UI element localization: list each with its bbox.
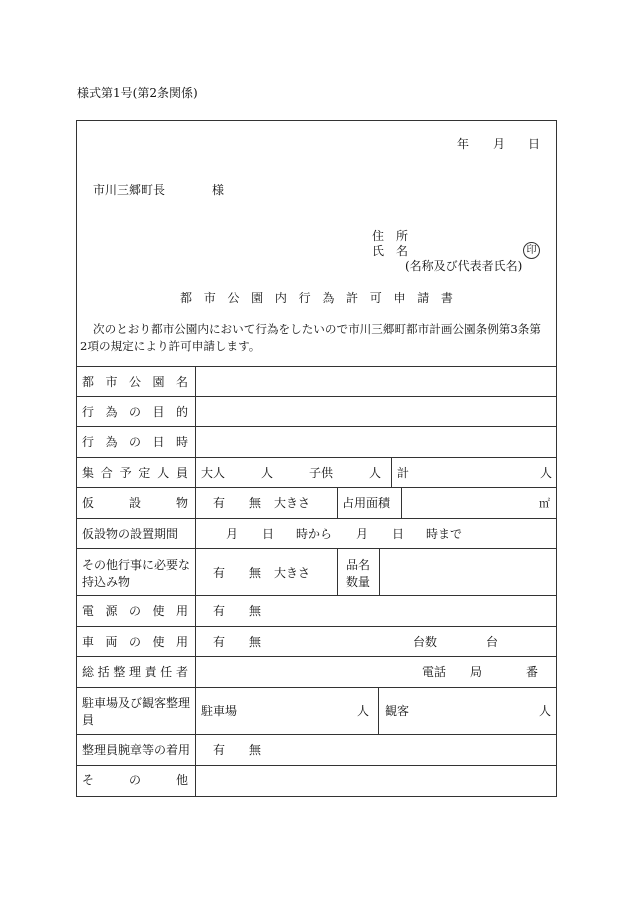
seal-icon: 印: [523, 242, 540, 259]
label-char: 他: [175, 773, 188, 787]
items-yes: 有: [213, 566, 226, 580]
title-char: 行: [298, 291, 311, 305]
row-label-datetime: [82, 435, 188, 449]
vehicle-count-label: 台数: [413, 635, 438, 649]
label-char: 括: [97, 665, 110, 679]
label-char: の: [128, 604, 141, 618]
title-char: 公: [227, 291, 240, 305]
label-char: 合: [100, 466, 113, 480]
row-label-power: [82, 604, 188, 618]
label-char: 両: [105, 635, 118, 649]
label-char: 集: [82, 466, 95, 480]
date-day: 日: [528, 137, 541, 151]
label-char: 電: [82, 604, 95, 618]
items-size: 大きさ: [274, 566, 311, 580]
title-char: 市: [203, 291, 216, 305]
table-line: [76, 548, 556, 549]
phone-label: 電話: [422, 665, 447, 679]
phone-number: 番: [526, 665, 539, 679]
label-char: 園: [152, 375, 165, 389]
label-char: 整: [113, 665, 126, 679]
row-label-purpose: [82, 405, 188, 419]
period-day-1: 日: [262, 527, 275, 541]
adults-label: 大人: [201, 466, 226, 480]
table-line: [76, 595, 556, 596]
address-label: 住 所: [372, 229, 409, 243]
power-no: 無: [249, 604, 262, 618]
children-label: 子供: [309, 466, 334, 480]
date-year: 年: [457, 137, 470, 151]
vehicle-no: 無: [249, 635, 262, 649]
label-char: 源: [105, 604, 118, 618]
label-char: 設: [128, 496, 141, 510]
table-line: [76, 457, 556, 458]
row-label-other-items-2: 持込み物: [82, 575, 131, 589]
label-char: 市: [105, 375, 118, 389]
honorific: 様: [212, 183, 225, 197]
intro-line-1: 次のとおり都市公園内において行為をしたいので市川三郷町都市計画公園条例第3条第: [93, 322, 541, 336]
label-char: の: [128, 773, 141, 787]
row-label-park-name: [82, 375, 188, 389]
label-char: 時: [175, 435, 188, 449]
label-char: 都: [82, 375, 95, 389]
row-label-vehicle: [82, 635, 188, 649]
table-line: [378, 687, 379, 734]
title-char: 都: [180, 291, 193, 305]
label-char: 物: [175, 496, 188, 510]
vehicle-yes: 有: [213, 635, 226, 649]
title-char: 書: [440, 291, 453, 305]
table-line: [76, 656, 556, 657]
parking-unit: 人: [357, 704, 370, 718]
parking-label: 駐車場: [201, 704, 238, 718]
period-day-2: 日: [392, 527, 405, 541]
date-month: 月: [493, 137, 506, 151]
temp-yes: 有: [213, 496, 226, 510]
title-char: 請: [417, 291, 430, 305]
label-char: 的: [175, 405, 188, 419]
total-label: 計: [397, 466, 410, 480]
label-char: 理: [128, 665, 141, 679]
items-no: 無: [249, 566, 262, 580]
name-note: (名称及び代表者氏名): [405, 259, 523, 273]
row-label-attendance: [82, 466, 188, 480]
label-char: 者: [175, 665, 188, 679]
label-char: 日: [152, 435, 165, 449]
label-char: 使: [152, 635, 165, 649]
table-line: [76, 366, 556, 367]
label-char: 使: [152, 604, 165, 618]
label-char: の: [128, 435, 141, 449]
table-line: [76, 487, 556, 488]
period-from: 時から: [296, 527, 333, 541]
label-char: 用: [175, 635, 188, 649]
title-char: 内: [274, 291, 287, 305]
label-char: 責: [144, 665, 157, 679]
label-char: 目: [152, 405, 165, 419]
name-label: 氏 名: [372, 244, 409, 258]
label-char: 名: [175, 375, 188, 389]
label-char: の: [128, 635, 141, 649]
armband-yes: 有: [213, 743, 226, 757]
row-label-other: [82, 773, 188, 787]
table-line: [76, 765, 556, 766]
period-month-2: 月: [356, 527, 369, 541]
table-line: [76, 396, 556, 397]
adults-unit: 人: [261, 466, 274, 480]
vehicle-unit: 台: [486, 635, 499, 649]
table-line: [401, 487, 402, 518]
row-label-install-period: 仮設物の設置期間: [82, 527, 179, 541]
table-line: [337, 487, 338, 518]
area-unit: ㎡: [539, 497, 550, 510]
children-unit: 人: [369, 466, 382, 480]
title-char: 為: [322, 291, 335, 305]
label-char: 任: [160, 665, 173, 679]
row-label-parking-2: 員: [82, 713, 95, 727]
table-line: [337, 548, 338, 595]
table-line: [76, 734, 556, 735]
label-char: 行: [82, 405, 95, 419]
table-line: [76, 687, 556, 688]
label-char: 為: [105, 405, 118, 419]
title-char: 園: [251, 291, 264, 305]
label-char: 予: [119, 466, 132, 480]
label-char: 人: [157, 466, 170, 480]
title-char: 許: [346, 291, 359, 305]
table-line: [76, 518, 556, 519]
label-char: 員: [175, 466, 188, 480]
label-char: 定: [138, 466, 151, 480]
table-line: [76, 626, 556, 627]
item-name-label: 品名: [346, 558, 371, 572]
label-char: の: [128, 405, 141, 419]
table-line: [391, 457, 392, 487]
row-label-other-items-1: その他行事に必要な: [82, 558, 191, 572]
form-title: [180, 291, 453, 305]
form-number: 様式第1号(第2条関係): [77, 86, 198, 100]
row-label-armband: 整理員腕章等の着用: [82, 743, 191, 757]
title-char: 申: [393, 291, 406, 305]
row-label-parking-1: 駐車場及び観客整理: [82, 696, 191, 710]
power-yes: 有: [213, 604, 226, 618]
temp-size: 大きさ: [274, 496, 311, 510]
spectators-label: 観客: [385, 704, 410, 718]
temp-no: 無: [249, 496, 262, 510]
label-char: 公: [128, 375, 141, 389]
phone-exchange: 局: [470, 665, 483, 679]
item-qty-label: 数量: [346, 575, 371, 589]
area-label: 占用面積: [342, 496, 391, 510]
addressee: 市川三郷町長: [93, 183, 166, 197]
label-char: 総: [82, 665, 95, 679]
label-char: 用: [175, 604, 188, 618]
intro-line-2: 2項の規定により許可申請します。: [80, 339, 261, 353]
spectators-unit: 人: [539, 704, 552, 718]
label-char: 行: [82, 435, 95, 449]
row-label-temp-structure: [82, 496, 188, 510]
label-column-line: [195, 366, 196, 796]
period-month-1: 月: [226, 527, 239, 541]
label-char: そ: [82, 773, 95, 787]
title-char: 可: [369, 291, 382, 305]
table-line: [379, 548, 380, 595]
label-char: 為: [105, 435, 118, 449]
armband-no: 無: [249, 743, 262, 757]
label-char: 仮: [82, 496, 95, 510]
period-until: 時まで: [426, 527, 463, 541]
table-line: [76, 426, 556, 427]
row-label-manager: [82, 665, 188, 679]
total-unit: 人: [540, 466, 553, 480]
label-char: 車: [82, 635, 95, 649]
